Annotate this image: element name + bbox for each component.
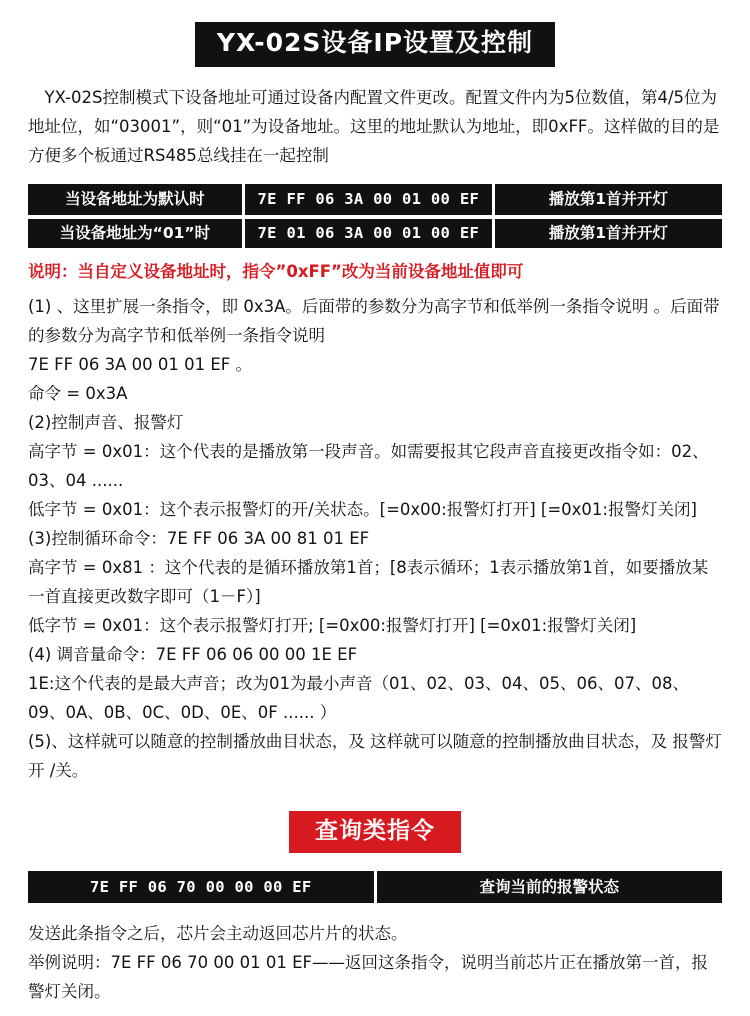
document-page [0, 22, 750, 1016]
address-command-cell: 7E 01 06 3A 00 01 00 EF [243, 217, 493, 250]
query-action-cell: 查询当前的报警状态 [375, 871, 722, 905]
tail-line: 发送此条指令之后，芯片会主动返回芯片片的状态。 [28, 924, 408, 944]
body-line: (3)控制循环命令：7E FF 06 3A 00 81 01 EF [28, 528, 370, 548]
query-banner-container [28, 811, 722, 853]
tail-text-block [28, 919, 722, 1006]
address-condition-cell: 当设备地址为“01”时 [28, 217, 243, 250]
body-line: (1) 、这里扩展一条指令，即 0x3A。后面带的参数分为高字节和低举例一条指令说明 。后面带的参数分为高字节和低举例一条指令说明 [28, 296, 720, 345]
address-action-cell: 播放第1首并开灯 [493, 184, 722, 217]
query-command-cell: 7E FF 06 70 00 00 00 EF [28, 871, 375, 905]
body-line: (4) 调音量命令：7E FF 06 06 00 00 1E EF [28, 644, 358, 664]
address-command-table [28, 184, 722, 252]
table-row [28, 217, 722, 250]
body-line: 7E FF 06 3A 00 01 01 EF 。 [28, 354, 253, 374]
body-line: 高字节 = 0x01：这个代表的是播放第一段声音。如需要报其它段声音直接更改指令如：02、03、04 ...... [28, 441, 709, 490]
body-line: 高字节 = 0x81 ：这个代表的是循环播放第1首；[8表示循环；1表示播放第1首，如要播放某一首直接更改数字即可（1－F）] [28, 557, 709, 606]
table-row [28, 871, 722, 905]
intro-paragraph: YX-02S控制模式下设备地址可通过设备内配置文件更改。配置文件内为5位数值，第4/5位为地址位，如“03001”，则“01”为设备地址。这里的地址默认为地址，即0xFF。这样做的目的是方便多个板通过RS485总线挂在一起控制 [28, 87, 720, 165]
red-note: 说明：当自定义设备地址时，指令”0xFF”改为当前设备地址值即可 [28, 261, 524, 281]
tail-line: 举例说明：7E FF 06 70 00 01 01 EF——返回这条指令，说明当前芯片正在播放第一首，报警灯关闭。 [28, 953, 709, 1002]
table-row [28, 184, 722, 217]
query-section-title: 查询类指令 [289, 811, 461, 853]
query-command-table [28, 871, 722, 907]
address-action-cell: 播放第1首并开灯 [493, 217, 722, 250]
body-text-block [28, 292, 722, 785]
body-line: 命令 = 0x3A [28, 383, 128, 403]
body-line: (5)、这样就可以随意的控制播放曲目状态，及 这样就可以随意的控制播放曲目状态，及 报警灯开 /关。 [28, 731, 722, 780]
body-line: (2)控制声音、报警灯 [28, 412, 184, 432]
body-line: 低字节 = 0x01：这个表示报警灯的开/关状态。[=0x00:报警灯打开] [=0x01:报警灯关闭] [28, 499, 697, 519]
title-banner-container [28, 22, 722, 67]
page-title: YX-02S设备IP设置及控制 [195, 22, 555, 67]
body-line: 1E:这个代表的是最大声音；改为01为最小声音（01、02、03、04、05、06、07、08、09、0A、0B、0C、0D、0E、0F ...... ） [28, 673, 689, 722]
address-command-cell: 7E FF 06 3A 00 01 00 EF [243, 184, 493, 217]
address-condition-cell: 当设备地址为默认时 [28, 184, 243, 217]
body-line: 低字节 = 0x01：这个表示报警灯打开; [=0x00:报警灯打开] [=0x01:报警灯关闭] [28, 615, 637, 635]
